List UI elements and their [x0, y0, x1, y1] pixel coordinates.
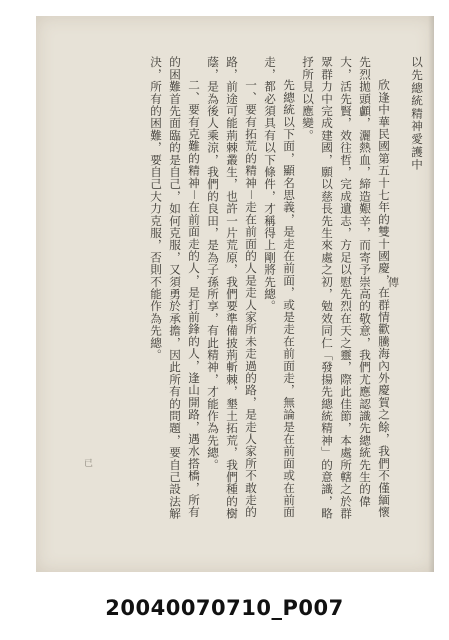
archive-caption: 20040070710_P007: [105, 596, 344, 620]
paragraph-point-two: 二、要有克難的精神－在前面走的人，是打前鋒的人，逢山開路，遇水搭橋，所有的困難首先面臨的是自己，如何克服，又須勇於承擔，因此所有的問題，要自己設法解決，所有的困難，要自己大力克服，否則不能作為先總。: [149, 56, 201, 520]
paragraph-point-one: 一、要有拓荒的精神－走在前面的人是走人家所未走過的路，是走人家所不敢走的路，前途可能荊棘叢生，也許一片荒原，我們要準備披荊斬棘，墾土拓荒，我們種的樹蔭，是為後人乘涼，我們的良田，是為子孫所享，有此精神，才能作為先總。: [206, 56, 258, 520]
page-marker: 傳: [388, 276, 399, 289]
page-edge-shadow: [428, 16, 434, 572]
document-page: [36, 16, 434, 572]
paragraph-definition: 先總統以下面，顯名思義，是走在前面，或是走在前面走，無論是在前面或在前面走，都必須具有以下條件，才稱得上剛將先總。: [263, 56, 296, 519]
vertical-text-body: [96, 56, 426, 526]
article-title: 以先總統精神愛護中: [410, 56, 424, 172]
margin-mark: 已: [84, 459, 94, 469]
paragraph-intro: 欣逢中華民國第五十七年的雙十國慶，在群情歡騰海內外慶賀之餘，我們不僅緬懷先烈拋頭顱，灑熱血，締造艱辛，而寄予崇高的敬意，我們尤應認識先總統先生的偉大，活先賢，效往哲，完成遺志，方足以慰先烈在天之靈，際此佳節，本處所轄之於群眾群力中完成建國，願以慈長先生來處之初，勉效同仁「發揚先總統精神」的意識，略抒所見以應變。: [301, 56, 391, 520]
